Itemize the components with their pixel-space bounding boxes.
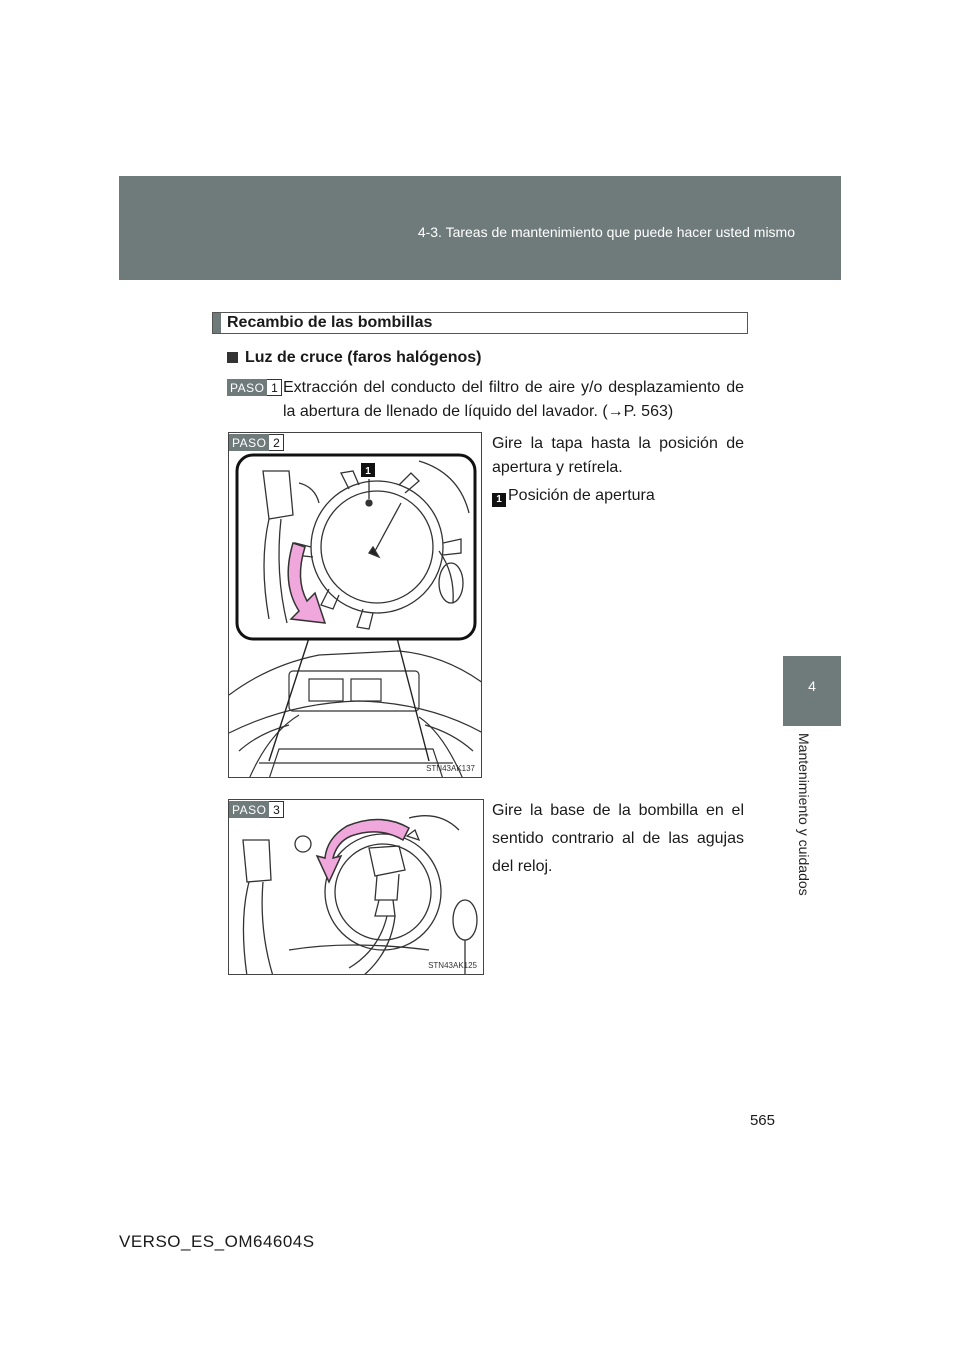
step-2-badge: [229, 434, 284, 451]
chapter-tab-rule: [783, 724, 841, 726]
step-number: 2: [269, 434, 284, 451]
chapter-tab: [783, 656, 841, 724]
step-label: PASO: [229, 434, 269, 451]
bulb-base-illustration: [229, 800, 484, 975]
svg-text:1: 1: [365, 466, 371, 477]
step-label: PASO: [229, 801, 269, 818]
step-number: 3: [269, 801, 284, 818]
step-2-figure-code: STN43AK137: [426, 764, 475, 773]
section-title: Recambio de las bombillas: [227, 314, 433, 331]
step-1-text: Extracción del conducto del filtro de aire y/o desplazamiento de la abertura de llenado de líquido del lavador. (→P. 563): [283, 379, 744, 420]
step-label: PASO: [227, 379, 267, 396]
chapter-title: Mantenimiento y cuidados: [796, 733, 812, 896]
step-1-badge: [227, 379, 282, 396]
step-3-badge: [229, 801, 284, 818]
step-2-callout-legend: [492, 484, 655, 508]
header-section-path: 4-3. Tareas de mantenimiento que puede hacer usted mismo: [417, 224, 795, 240]
step-3-figure: [228, 799, 484, 975]
header-band: [119, 176, 841, 280]
step-number: 1: [267, 379, 282, 396]
section-heading-box: [212, 312, 748, 334]
chapter-number: 4: [808, 678, 816, 694]
callout-1-label: Posición de apertura: [508, 487, 655, 504]
square-bullet-icon: [227, 352, 238, 363]
subsection-title: Luz de cruce (faros halógenos): [245, 349, 482, 366]
page-number: 565: [749, 1112, 775, 1129]
callout-1-marker: 1: [492, 493, 506, 507]
step-2-text: Gire la tapa hasta la posición de apertura y retírela.: [492, 435, 744, 476]
document-code: VERSO_ES_OM64604S: [119, 1232, 315, 1251]
step-3-text: Gire la base de la bombilla en el sentido contrario al de las agujas del reloj.: [492, 802, 744, 875]
step-2-figure: [228, 432, 482, 778]
section-heading-bar: [213, 313, 221, 333]
subsection-heading: [227, 349, 481, 367]
headlamp-cap-illustration: [229, 433, 482, 778]
step-3-figure-code: STN43AK125: [428, 961, 477, 970]
